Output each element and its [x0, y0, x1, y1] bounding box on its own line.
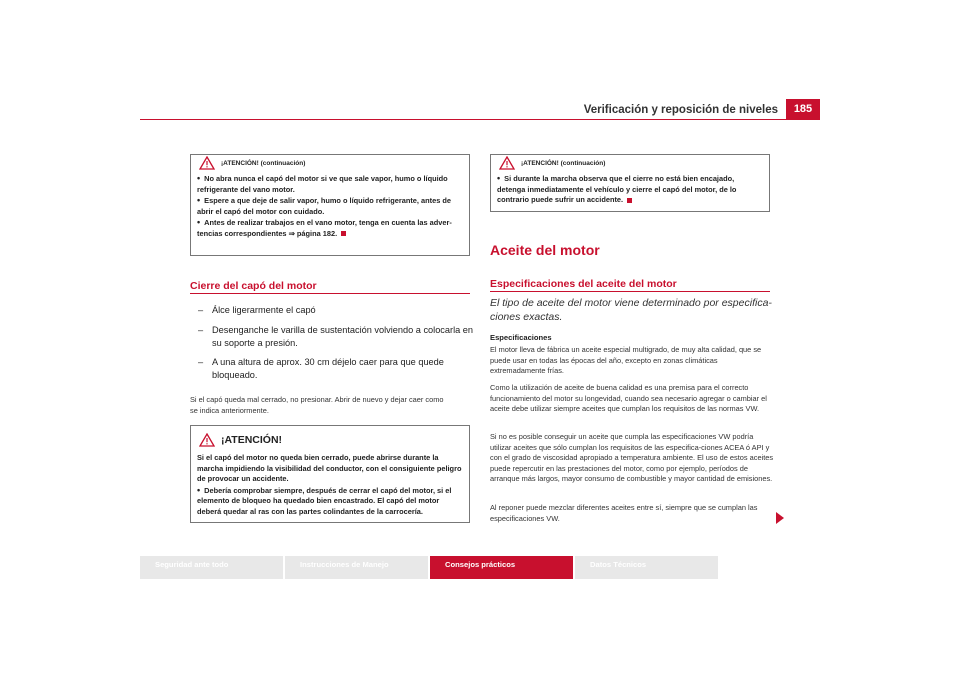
warning-title: ¡ATENCIÓN!	[221, 434, 283, 446]
page-header-title: Verificación y reposición de niveles	[583, 104, 778, 116]
tab-datos-tecnicos[interactable]: Datos Técnicos	[575, 556, 718, 579]
warning-item	[497, 173, 763, 206]
chapter-heading: Aceite del motor	[490, 242, 600, 258]
warning-item	[197, 485, 463, 518]
section-divider	[490, 291, 770, 292]
warning-item: • Espere a que deje de salir vapor, humo o líquido refrigerante, antes de abrir el capó del motor con cuidado.	[197, 195, 463, 217]
step-dash: –	[198, 325, 204, 335]
warning-continuation-title: ¡ATENCIÓN! (continuación)	[521, 159, 606, 167]
instruction-step	[198, 324, 478, 350]
step-text-continued: su soporte a presión.	[212, 338, 298, 348]
lead-paragraph	[490, 296, 780, 324]
warning-item: • No abra nunca el capó del motor si ve que sale vapor, humo o líquido refrigerante del vano motor.	[197, 173, 463, 195]
header-divider	[140, 119, 820, 120]
tab-seguridad[interactable]: Seguridad ante todo	[140, 556, 283, 579]
page-reference-link[interactable]: página 182.	[296, 228, 338, 238]
next-page-arrow-icon[interactable]	[776, 512, 784, 524]
warning-triangle-icon	[499, 156, 515, 170]
warning-item-text: Debería comprobar siempre, después de cerrar el capó del motor, si el elemento de bloqueo ha quedado bien encastrado. El capó del motor deberá quedar al ras con las partes colindantes de la carrocería.	[197, 485, 452, 516]
step-dash: –	[198, 357, 204, 367]
step-text: Desenganche le varilla de sustentación volviendo a colocarla en	[212, 325, 473, 335]
step-text: Álce ligerarmente el capó	[212, 305, 316, 315]
step-text: A una altura de aprox. 30 cm déjelo caer para que quede	[212, 357, 444, 367]
step-text-continued: bloqueado.	[212, 370, 258, 380]
body-paragraph: Si no es posible conseguir un aceite que cumpla las especificaciones VW podría utilizar aceites que sólo cumplan los requisitos de las especifica-ciones ACEA ó API y con el grado de viscosidad apropiado a temperatura ambiente. El uso de estos aceites puede repercutir en las prestaciones del motor, como por ejemplo, períodos de arranque más largos, mayor consumo de combustible y mayor cantidad de emisiones.	[490, 432, 774, 483]
section-title-oil-specs: Especificaciones del aceite del motor	[490, 278, 677, 290]
warning-item-with-ref	[197, 217, 463, 239]
lead-line: El tipo de aceite del motor viene determinado por especifica-	[490, 297, 772, 309]
section-title-hood-closing: Cierre del capó del motor	[190, 280, 317, 292]
warning-item-text: Antes de realizar trabajos en el vano motor, tenga en cuenta las adver-tencias correspondientes	[197, 218, 452, 238]
lead-line: ciones exactas.	[490, 311, 563, 323]
warning-triangle-icon	[199, 433, 215, 447]
body-paragraph: El motor lleva de fábrica un aceite especial multigrado, de muy alta calidad, que se puede usar en todas las épocas del año, excepto en zonas climáticas extremadamente frías.	[490, 345, 762, 375]
instruction-step	[198, 304, 478, 317]
warning-continuation-box-left	[190, 154, 470, 256]
sub-heading: Especificaciones	[490, 333, 552, 342]
step-dash: –	[198, 305, 204, 315]
warning-triangle-icon	[199, 156, 215, 170]
warning-box-left	[190, 425, 470, 523]
ref-arrow: ⇒	[288, 228, 295, 238]
warning-continuation-box-right	[490, 154, 770, 212]
tab-instrucciones[interactable]: Instrucciones de Manejo	[285, 556, 428, 579]
warning-item-text: Si durante la marcha observa que el cierre no está bien encajado, detenga inmediatamente el vehículo y cierre el capó del motor, de lo contrario puede sufrir un accidente.	[497, 174, 737, 204]
body-paragraph: Al reponer puede mezclar diferentes aceites entre sí, siempre que se cumplan las especificaciones VW.	[490, 503, 758, 523]
note-line: Si el capó queda mal cerrado, no presionar. Abrir de nuevo y dejar caer como	[190, 395, 444, 404]
end-of-section-mark-icon	[341, 231, 346, 236]
warning-paragraph: Si el capó del motor no queda bien cerrado, puede abrirse durante la marcha impidiendo la visibilidad del conductor, con el consiguiente peligro de provocar un accidente.	[197, 453, 462, 483]
section-divider	[190, 293, 470, 294]
footer-nav	[140, 556, 720, 579]
note-text	[190, 395, 475, 416]
page-number-badge: 185	[786, 99, 820, 119]
tab-consejos-active[interactable]: Consejos prácticos	[430, 556, 573, 579]
warning-continuation-title: ¡ATENCIÓN! (continuación)	[221, 159, 306, 167]
body-paragraph: Como la utilización de aceite de buena calidad es una premisa para el correcto funcionamiento del motor su longevidad, cuando sea necesario agregar o cambiar el aceite debe utilizar siempre aceites que cumplan los requisitos de las normas VW.	[490, 383, 767, 413]
instruction-step	[198, 356, 478, 382]
end-of-section-mark-icon	[627, 198, 632, 203]
note-line: se indica anteriormente.	[190, 405, 269, 415]
